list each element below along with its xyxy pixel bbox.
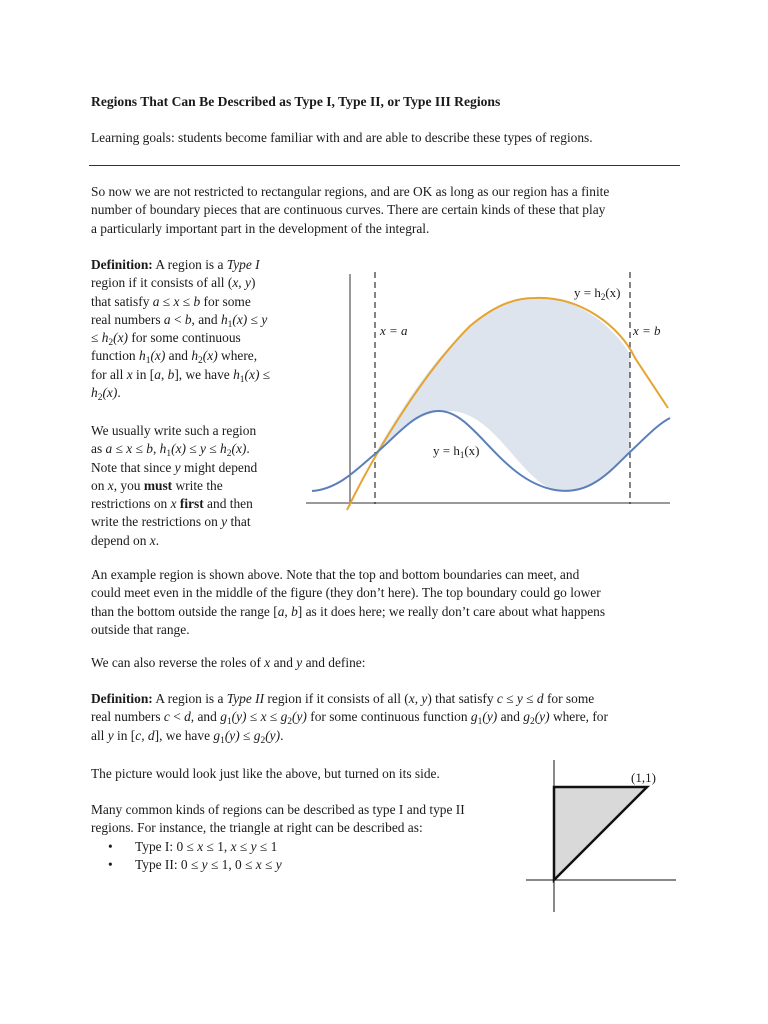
- label-y-h2: $y = h_2(x)$: [574, 285, 621, 302]
- usage-paragraph: We usually write such a region as a ≤ x ≤ b, $h_1(x) \le y \le h_2(x)$. Note that since y might depend on x, you must write the restrictions on x first and then write the restrictions on y that depend on x.: [91, 423, 258, 548]
- page-title: Regions That Can Be Described as Type I, Type II, or Type III Regions: [91, 94, 501, 109]
- triangle-descriptions: [108, 838, 448, 875]
- definition-type-2: Definition: A region is a Type II region if it consists of all (x, y) that satisfy c ≤ y ≤ d for some real numbers c < d, and $g_1(y) \le x \le g_2(y)$ for some continuous function $g_1(y)$ and $g_2(y)$ where, for all y in [c, d], we have $g_1(y) \le g_2(y)$.: [91, 691, 608, 746]
- label-x-equals-a: x = a: [380, 323, 408, 338]
- type-1-region-figure: [300, 266, 680, 516]
- picture-paragraph: The picture would look just like the above, but turned on its side.: [91, 766, 440, 781]
- many-paragraph: Many common kinds of regions can be described as type I and type II regions. For instance, the triangle at right can be described as:: [91, 802, 465, 836]
- label-y-h1: $y = h_1(x)$: [433, 443, 480, 460]
- triangle-region: [554, 787, 647, 880]
- intro-paragraph: So now we are not restricted to rectangular regions, and are OK as long as our region has a finite number of boundary pieces that are continuous curves. There are certain kinds of these that play a particularly important part in the development of the integral.: [91, 184, 610, 236]
- divider: [89, 165, 680, 166]
- learning-goals: Learning goals: students become familiar with and are able to describe these types of regions.: [91, 130, 593, 145]
- reverse-paragraph: We can also reverse the roles of x and y and define:: [91, 655, 366, 670]
- triangle-figure: [520, 756, 680, 914]
- example-paragraph: An example region is shown above. Note that the top and bottom boundaries can meet, and could meet even in the middle of the figure (they don’t here). The top boundary could go lower than the bottom outside the range [a, b] as it does here; we really don’t care about what happens outside that range.: [91, 567, 606, 637]
- list-item-type-2: • Type II: 0 ≤ y ≤ 1, 0 ≤ x ≤ y: [108, 857, 282, 873]
- definition-type-1: Definition: A region is a Type I region if it consists of all (x, y) that satisfy a ≤ x ≤ b for some real numbers a < b, and $h_1(x) \le y$ ≤ $h_2(x)$ for some continuous function $h_1(x)$ and $h_2(x)$ where, for all x in [a, b], we have $h_1(x)$ ≤ $h_2(x)$.: [91, 257, 271, 404]
- point-label-1-1: (1,1): [631, 770, 656, 785]
- label-x-equals-b: x = b: [633, 323, 661, 338]
- list-item-type-1: • Type I: 0 ≤ x ≤ 1, x ≤ y ≤ 1: [108, 839, 278, 854]
